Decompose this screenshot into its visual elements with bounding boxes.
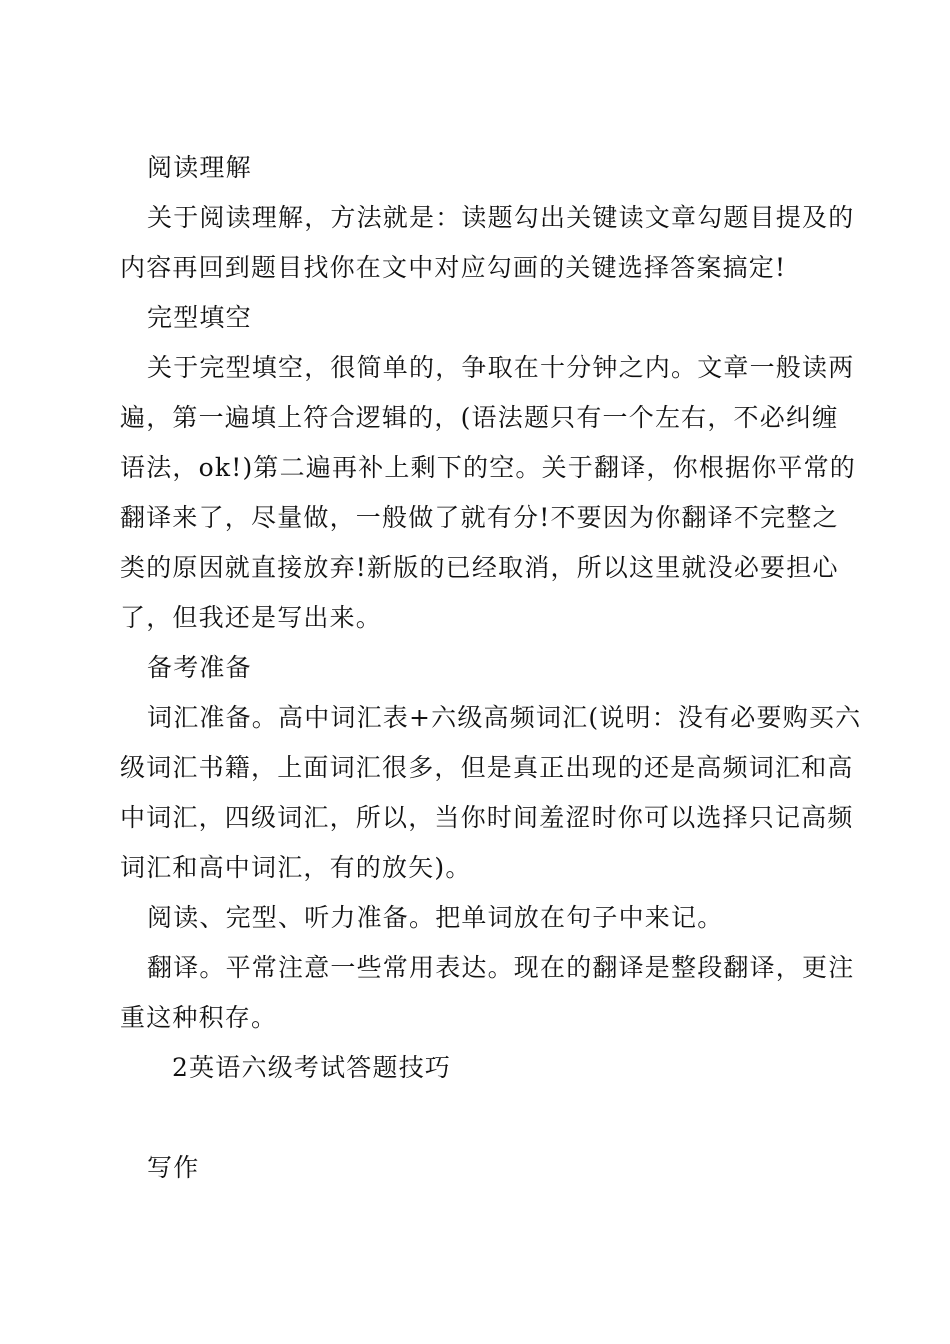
paragraph-line: 词汇准备。高中词汇表+六级高频词汇(说明：没有必要购买六	[147, 703, 862, 732]
paragraph-line: 内容再回到题目找你在文中对应勾画的关键选择答案搞定!	[120, 253, 787, 282]
paragraph-line: 关于阅读理解，方法就是：读题勾出关键读文章勾题目提及的	[147, 203, 855, 232]
paragraph-line: 中词汇，四级词汇，所以，当你时间羞涩时你可以选择只记高频	[120, 803, 854, 832]
heading-reading: 阅读理解	[147, 153, 252, 182]
paragraph-line: 类的原因就直接放弃!新版的已经取消，所以这里就没必要担心	[120, 553, 839, 582]
paragraph-line: 语法，ok!)第二遍再补上剩下的空。关于翻译，你根据你平常的	[120, 453, 857, 482]
paragraph-line: 了，但我还是写出来。	[120, 603, 383, 632]
heading-preparation: 备考准备	[147, 653, 252, 682]
paragraph-line: 遍，第一遍填上符合逻辑的，(语法题只有一个左右，不必纠缠	[120, 403, 839, 432]
heading-writing: 写作	[147, 1153, 200, 1182]
paragraph-line: 词汇和高中词汇，有的放矢)。	[120, 853, 472, 882]
heading-cloze: 完型填空	[147, 303, 252, 332]
paragraph-line: 翻译来了，尽量做，一般做了就有分!不要因为你翻译不完整之	[120, 503, 839, 532]
paragraph-line: 关于完型填空，很简单的，争取在十分钟之内。文章一般读两	[147, 353, 855, 382]
paragraph-line: 阅读、完型、听力准备。把单词放在句子中来记。	[147, 903, 724, 932]
paragraph-line: 重这种积存。	[120, 1003, 278, 1032]
paragraph-line: 级词汇书籍，上面词汇很多，但是真正出现的还是高频词汇和高	[120, 753, 854, 782]
section-title: 2英语六级考试答题技巧	[172, 1053, 452, 1082]
paragraph-line: 翻译。平常注意一些常用表达。现在的翻译是整段翻译，更注	[147, 953, 855, 982]
